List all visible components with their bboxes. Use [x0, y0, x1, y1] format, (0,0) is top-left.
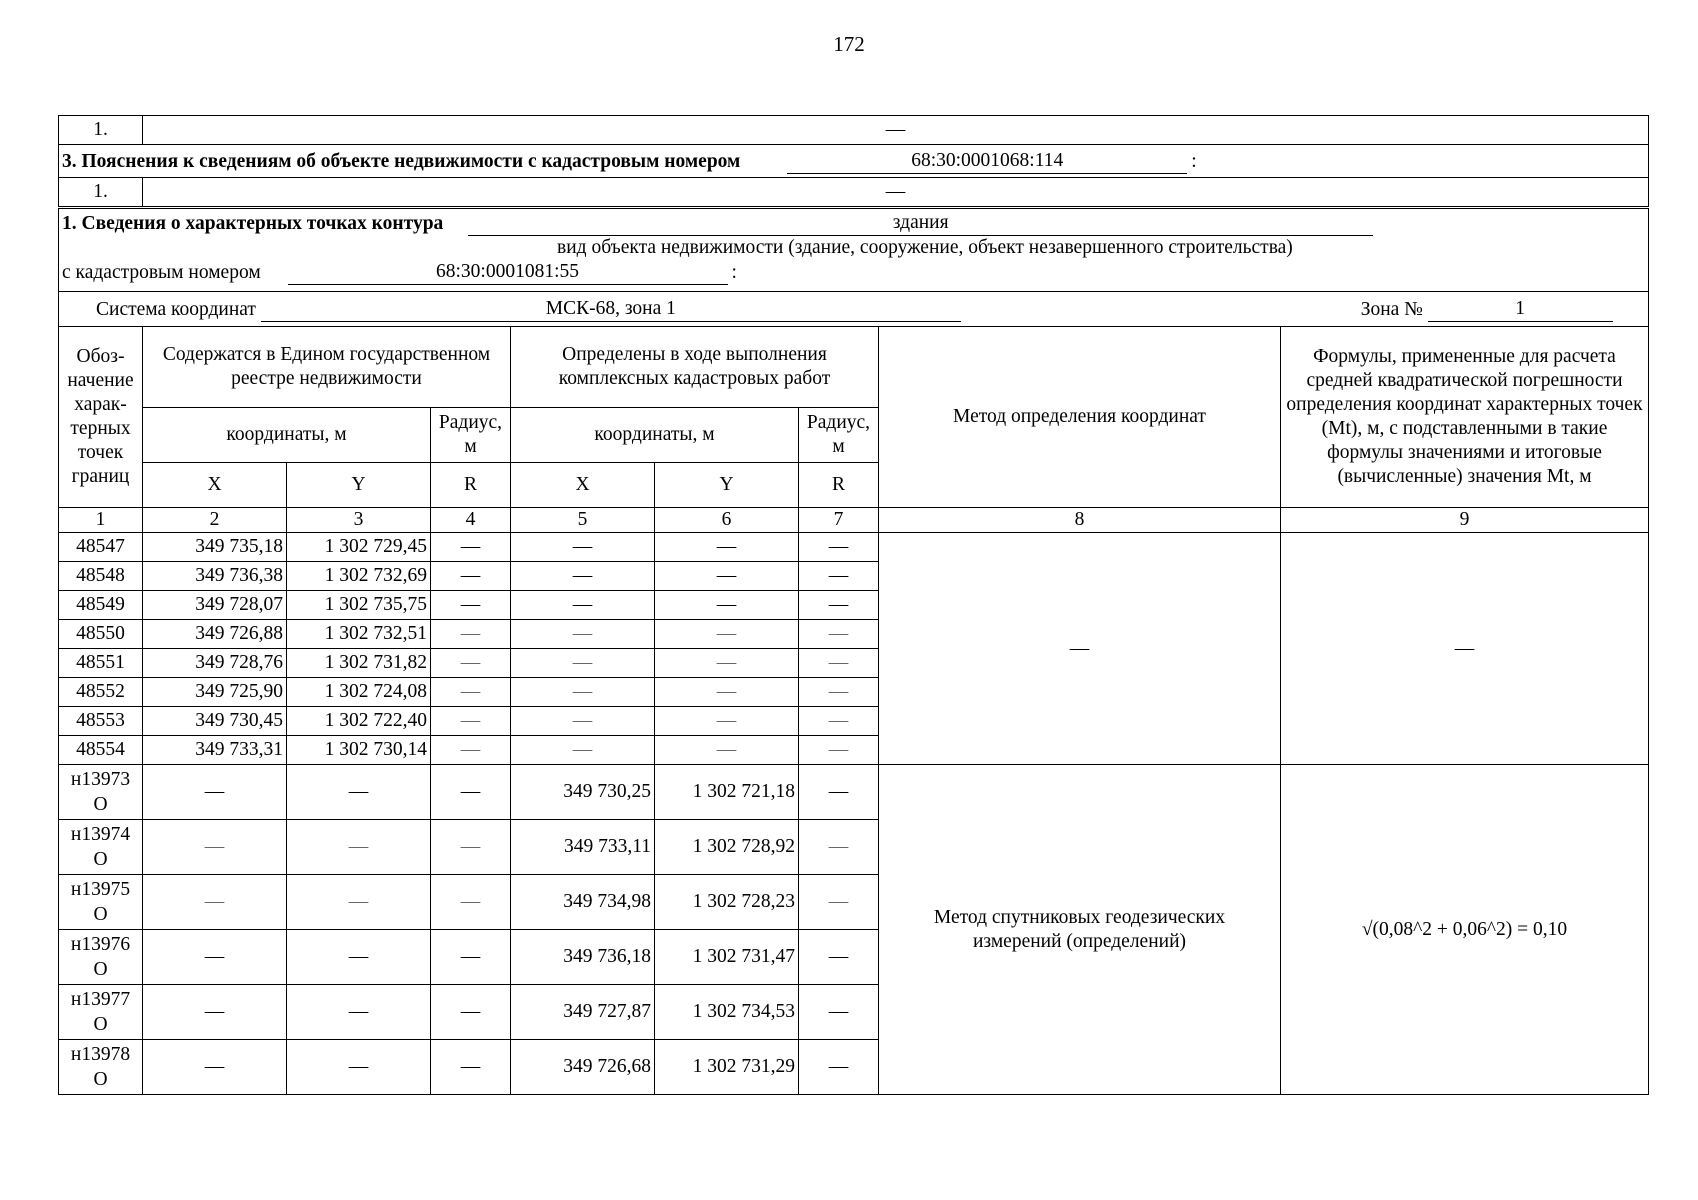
kkr-x: 349 727,87: [511, 985, 655, 1040]
point-id: н13975 О: [59, 875, 143, 930]
kkr-y: —: [655, 736, 799, 765]
egrn-y: 1 302 724,08: [287, 678, 431, 707]
existing-formula: —: [1281, 533, 1649, 765]
kkr-x: 349 733,11: [511, 820, 655, 875]
kkr-y: —: [655, 533, 799, 562]
zone-label: Зона №: [1360, 298, 1423, 320]
egrn-r: —: [431, 533, 511, 562]
egrn-y: 1 302 722,40: [287, 707, 431, 736]
prev-item-number: 1.: [59, 116, 143, 145]
kkr-y: —: [655, 649, 799, 678]
kkr-y: —: [655, 562, 799, 591]
egrn-r-header: R: [431, 463, 511, 508]
egrn-x: 349 733,31: [143, 736, 287, 765]
point-id: 48549: [59, 591, 143, 620]
kkr-radius-header: Радиус, м: [799, 408, 879, 463]
egrn-radius-header: Радиус, м: [431, 408, 511, 463]
column-number: 3: [287, 508, 431, 533]
egrn-x: 349 728,76: [143, 649, 287, 678]
egrn-r: —: [431, 649, 511, 678]
kkr-r: —: [799, 562, 879, 591]
kkr-r: —: [799, 649, 879, 678]
kkr-r: —: [799, 875, 879, 930]
kkr-r: —: [799, 678, 879, 707]
kkr-x: —: [511, 620, 655, 649]
egrn-r: —: [431, 1040, 511, 1095]
kkr-r: —: [799, 820, 879, 875]
zone-value: 1: [1428, 297, 1613, 322]
egrn-x: —: [143, 875, 287, 930]
existing-method: —: [879, 533, 1281, 765]
egrn-r: —: [431, 736, 511, 765]
kkr-header: Определены в ходе выполнения комплексных кадастровых работ: [511, 327, 879, 408]
kkr-r: —: [799, 591, 879, 620]
egrn-r: —: [431, 930, 511, 985]
kkr-r: —: [799, 765, 879, 820]
column-number: 1: [59, 508, 143, 533]
egrn-x: 349 730,45: [143, 707, 287, 736]
egrn-x: 349 726,88: [143, 620, 287, 649]
point-id: 48551: [59, 649, 143, 678]
new-formula: √(0,08^2 + 0,06^2) = 0,10: [1281, 765, 1649, 1095]
column-number: 4: [431, 508, 511, 533]
egrn-r: —: [431, 765, 511, 820]
section3-item-number: 1.: [59, 178, 143, 208]
kkr-r: —: [799, 736, 879, 765]
table-row: [59, 765, 1649, 820]
kkr-x: —: [511, 591, 655, 620]
kkr-y: 1 302 734,53: [655, 985, 799, 1040]
points-table: [58, 115, 1649, 1095]
coordinate-system-value: МСК-68, зона 1: [261, 297, 961, 322]
point-id: 48552: [59, 678, 143, 707]
egrn-y-header: Y: [287, 463, 431, 508]
method-header: Метод определения координат: [879, 327, 1281, 508]
coordinate-system-label: Система координат: [96, 298, 256, 320]
kkr-y: —: [655, 707, 799, 736]
column-number: 9: [1281, 508, 1649, 533]
kkr-coords-header: координаты, м: [511, 408, 799, 463]
kkr-x: 349 730,25: [511, 765, 655, 820]
egrn-y: —: [287, 820, 431, 875]
object-cadastral-number: 68:30:0001081:55: [288, 260, 728, 285]
kkr-x: —: [511, 533, 655, 562]
egrn-y: 1 302 735,75: [287, 591, 431, 620]
egrn-x: —: [143, 1040, 287, 1095]
col1-header: Обоз-начение харак-терных точек границ: [59, 327, 143, 508]
object-type-hint: вид объекта недвижимости (здание, сооружение, объект незавершенного строительства): [557, 237, 1293, 258]
egrn-r: —: [431, 591, 511, 620]
point-id: н13974 О: [59, 820, 143, 875]
section3-cadastral-number: 68:30:0001068:114: [787, 149, 1187, 174]
prev-section-row: [59, 116, 1649, 145]
egrn-x-header: X: [143, 463, 287, 508]
egrn-y: 1 302 729,45: [287, 533, 431, 562]
point-id: н13976 О: [59, 930, 143, 985]
egrn-x: 349 736,38: [143, 562, 287, 591]
coordinate-system-row: [59, 292, 1649, 327]
kkr-y: —: [655, 620, 799, 649]
kkr-y: 1 302 731,29: [655, 1040, 799, 1095]
point-id: н13977 О: [59, 985, 143, 1040]
column-numbers-row: [59, 508, 1649, 533]
kkr-x: 349 734,98: [511, 875, 655, 930]
egrn-r: —: [431, 707, 511, 736]
cadastral-document: [58, 115, 1648, 1095]
cadastral-label: с кадастровым номером: [62, 262, 261, 283]
point-id: н13978 О: [59, 1040, 143, 1095]
point-id: 48554: [59, 736, 143, 765]
kkr-r: —: [799, 533, 879, 562]
egrn-r: —: [431, 985, 511, 1040]
kkr-r: —: [799, 707, 879, 736]
egrn-y: —: [287, 985, 431, 1040]
egrn-r: —: [431, 875, 511, 930]
kkr-y-header: Y: [655, 463, 799, 508]
egrn-r: —: [431, 562, 511, 591]
kkr-x: —: [511, 678, 655, 707]
kkr-x: 349 736,18: [511, 930, 655, 985]
column-number: 8: [879, 508, 1281, 533]
existing-points-body: [59, 533, 1649, 765]
kkr-x: —: [511, 707, 655, 736]
egrn-x: 349 735,18: [143, 533, 287, 562]
kkr-y: —: [655, 678, 799, 707]
new-method: Метод спутниковых геодезических измерений (определений): [879, 765, 1281, 1095]
kkr-y: 1 302 721,18: [655, 765, 799, 820]
new-points-body: [59, 765, 1649, 1095]
section3-header: [59, 145, 1649, 178]
point-id: 48547: [59, 533, 143, 562]
column-number: 2: [143, 508, 287, 533]
egrn-r: —: [431, 678, 511, 707]
kkr-y: 1 302 728,23: [655, 875, 799, 930]
egrn-y: —: [287, 765, 431, 820]
egrn-r: —: [431, 620, 511, 649]
object-type: здания: [468, 211, 1373, 236]
formula-header: Формулы, примененные для расчета средней квадратической погрешности определения координат характерных точек (Mt), м, с подставленными в такие формулы значениями и итоговые (вычисленные) значения Mt, м: [1281, 327, 1649, 508]
page-number: 172: [833, 32, 865, 56]
section3-item-value: —: [143, 178, 1649, 208]
section1-title: 1. Сведения о характерных точках контура: [62, 213, 444, 234]
kkr-x: —: [511, 736, 655, 765]
kkr-r: —: [799, 1040, 879, 1095]
prev-item-value: —: [143, 116, 1649, 145]
egrn-x: —: [143, 765, 287, 820]
kkr-y: —: [655, 591, 799, 620]
egrn-coords-header: координаты, м: [143, 408, 431, 463]
egrn-header: Содержатся в Едином государственном реестре недвижимости: [143, 327, 511, 408]
egrn-y: —: [287, 1040, 431, 1095]
object-colon: :: [731, 262, 737, 283]
kkr-x: 349 726,68: [511, 1040, 655, 1095]
point-id: 48550: [59, 620, 143, 649]
section3-item-row: [59, 178, 1649, 208]
column-number: 7: [799, 508, 879, 533]
kkr-y: 1 302 731,47: [655, 930, 799, 985]
egrn-r: —: [431, 820, 511, 875]
section3-colon: :: [1191, 150, 1197, 172]
kkr-x-header: X: [511, 463, 655, 508]
point-id: н13973 О: [59, 765, 143, 820]
egrn-x: 349 725,90: [143, 678, 287, 707]
column-number: 6: [655, 508, 799, 533]
table-row: [59, 533, 1649, 562]
egrn-y: 1 302 732,51: [287, 620, 431, 649]
egrn-y: 1 302 732,69: [287, 562, 431, 591]
section3-title: 3. Пояснения к сведениям об объекте недвижимости с кадастровым номером: [62, 150, 741, 172]
header-row-1: [59, 327, 1649, 408]
egrn-y: —: [287, 930, 431, 985]
column-number: 5: [511, 508, 655, 533]
egrn-y: 1 302 731,82: [287, 649, 431, 678]
kkr-r: —: [799, 985, 879, 1040]
egrn-x: 349 728,07: [143, 591, 287, 620]
kkr-r-header: R: [799, 463, 879, 508]
kkr-x: —: [511, 649, 655, 678]
point-id: 48553: [59, 707, 143, 736]
kkr-x: —: [511, 562, 655, 591]
point-id: 48548: [59, 562, 143, 591]
egrn-x: —: [143, 930, 287, 985]
section1-header: [59, 208, 1649, 292]
egrn-y: —: [287, 875, 431, 930]
egrn-y: 1 302 730,14: [287, 736, 431, 765]
kkr-r: —: [799, 620, 879, 649]
egrn-x: —: [143, 820, 287, 875]
egrn-x: —: [143, 985, 287, 1040]
kkr-y: 1 302 728,92: [655, 820, 799, 875]
kkr-r: —: [799, 930, 879, 985]
